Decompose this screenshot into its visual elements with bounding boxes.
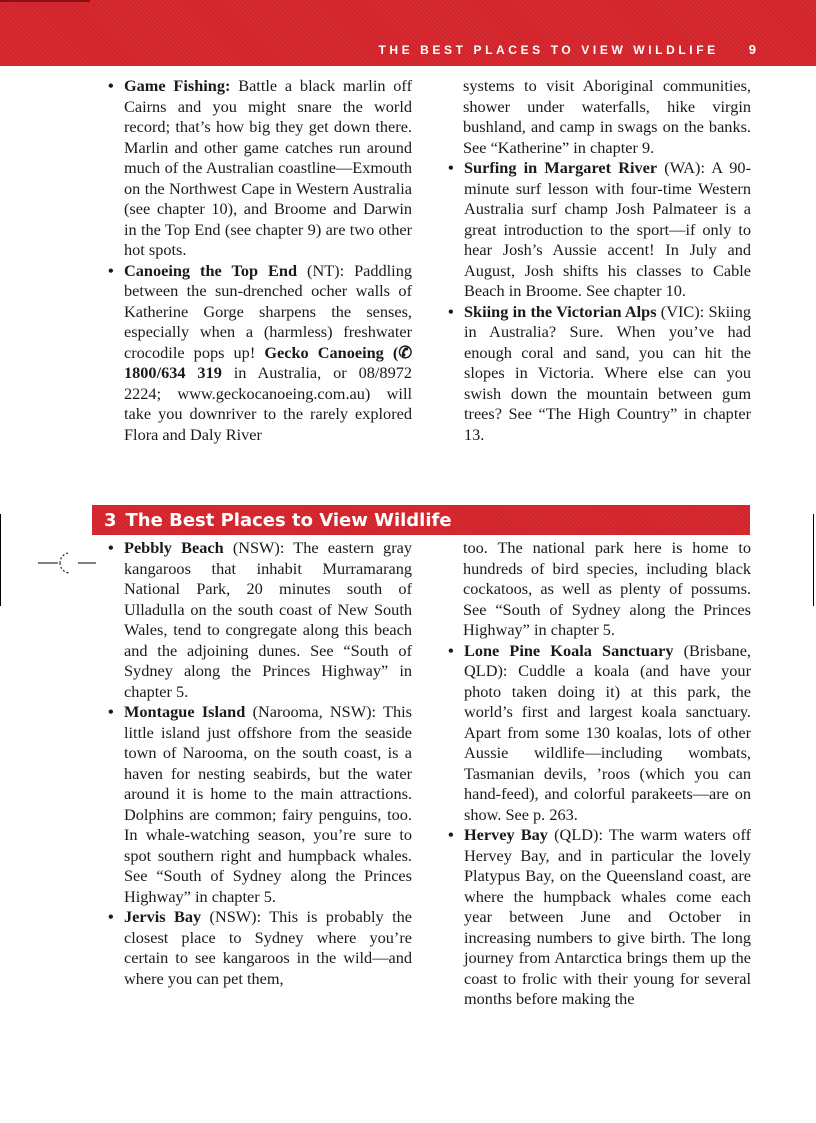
top-right-column bbox=[448, 76, 751, 445]
list-item bbox=[108, 261, 412, 446]
trim-line-right bbox=[813, 514, 814, 606]
list-item-continued bbox=[448, 76, 751, 158]
item-text: Battle a black marlin off Cairns and you might snare the world record; that’s how big they get down there. Marlin and other game catches run around much of the Australian coastline—Exmouth on the Northwest Cape in Western Australia (see chapter 10), and Broome and Darwin in the Top End (see chapter 9) are two other hot spots. bbox=[124, 76, 412, 259]
item-text: (Narooma, NSW): This little island just offshore from the seaside town of Narooma, on the south coast, is a haven for nesting seabirds, but the water around it is home to the main attractions. Dolphins are common; fairy penguins, too. In whale-watching season, you’re sure to spot southern right and humpback whales. See “South of Sydney along the Princes Highway” in chapter 5. bbox=[124, 702, 412, 906]
list-item bbox=[448, 302, 751, 446]
list-item bbox=[108, 76, 412, 261]
item-term: Skiing in the Victorian Alps bbox=[464, 301, 657, 321]
item-text: (QLD): The warm waters off Hervey Bay, and in particular the lovely Platypus Bay, on the Queensland coast, are where the humpback whales come each year between June and October in increasing numbers to give birth. The long journey from Antarctica brings them up the coast to frolic with their young for several months before making the bbox=[464, 825, 751, 1008]
list-item bbox=[108, 907, 412, 989]
bottom-right-column bbox=[448, 538, 751, 1010]
item-text: systems to visit Aboriginal communities, shower under waterfalls, hike virgin bushland, and camp in swags on the banks. See “Katherine” in chapter 9. bbox=[463, 76, 751, 157]
header-notch bbox=[0, 0, 90, 2]
item-term: Hervey Bay bbox=[464, 825, 548, 844]
item-term: Game Fishing: bbox=[124, 76, 231, 95]
item-text: (VIC): Skiing in Australia? Sure. When you’ve had enough coral and sand, you can hit the slopes in Victoria. Where else can you swish down the mountain between gum trees? See “The High Country” in chapter 13. bbox=[464, 301, 751, 444]
list-item bbox=[448, 825, 751, 1010]
item-text: (NSW): This is probably the closest place to Sydney where you’re certain to see kangaroos in the wild—and where you can pet them, bbox=[124, 907, 412, 988]
item-term: Pebbly Beach bbox=[124, 538, 224, 557]
item-term: Canoeing the Top End bbox=[124, 260, 298, 280]
item-text: (Brisbane, QLD): Cuddle a koala (and have your photo taken doing it) at this park, the world’s first and largest koala sanctuary. Apart from some 130 koalas, lots of other Aussie wildlife—including wombats, Tasmanian devils, ’roos (which you can hand-feed), and colorful parakeets—are on show. See p. 263. bbox=[464, 640, 751, 824]
bottom-left-column bbox=[108, 538, 412, 989]
page-number: 9 bbox=[748, 42, 756, 57]
top-left-column bbox=[108, 76, 412, 445]
running-head bbox=[378, 42, 756, 57]
item-term: Surfing in Margaret River bbox=[464, 158, 658, 177]
item-term-contact: Gecko Canoeing (✆ 1800/634 319 bbox=[124, 342, 412, 382]
list-item-continued bbox=[448, 538, 751, 641]
registration-mark-icon bbox=[38, 548, 98, 578]
item-term: Montague Island bbox=[124, 702, 246, 721]
item-text: too. The national park here is home to hundreds of bird species, including black cockatoos, as well as plenty of possums. See “South of Sydney along the Princes Highway” in chapter 5. bbox=[463, 538, 751, 639]
item-text: (NSW): The eastern gray kangaroos that inhabit Murramarang National Park, 20 minutes south of Ulladulla on the south coast of New South Wales, tend to congregate along this beach and the adjoining dunes. See “South of Sydney along the Princes Highway” in chapter 5. bbox=[124, 538, 412, 701]
running-head-title: THE BEST PLACES TO VIEW WILDLIFE bbox=[378, 42, 719, 57]
item-term: Jervis Bay bbox=[124, 907, 202, 926]
trim-line-left bbox=[0, 514, 1, 606]
section-heading bbox=[92, 505, 750, 535]
section-title: The Best Places to View Wildlife bbox=[125, 509, 452, 531]
list-item bbox=[108, 538, 412, 702]
item-text-contact: in Australia, or 08/8972 2224; www.geckocanoeing.com.au) will take you downriver to the rarely explored Flora and Daly River bbox=[124, 363, 412, 444]
section-number: 3 bbox=[104, 509, 117, 531]
list-item bbox=[448, 158, 751, 302]
item-term: Lone Pine Koala Sanctuary bbox=[464, 640, 674, 660]
list-item bbox=[448, 641, 751, 826]
item-text: (WA): A 90-minute surf lesson with four-time Western Australia surf champ Josh Palmateer is a great introduction to the sport—if only to hear Josh’s Aussie accent! In July and August, Josh shifts his classes to Cable Beach in Broome. See chapter 10. bbox=[464, 158, 751, 300]
item-text: (NT): Paddling between the sun-drenched ocher walls of Katherine Gorge sharpens the senses, especially when a (harmless) freshwater crocodile pops up! bbox=[124, 260, 412, 362]
list-item bbox=[108, 702, 412, 907]
